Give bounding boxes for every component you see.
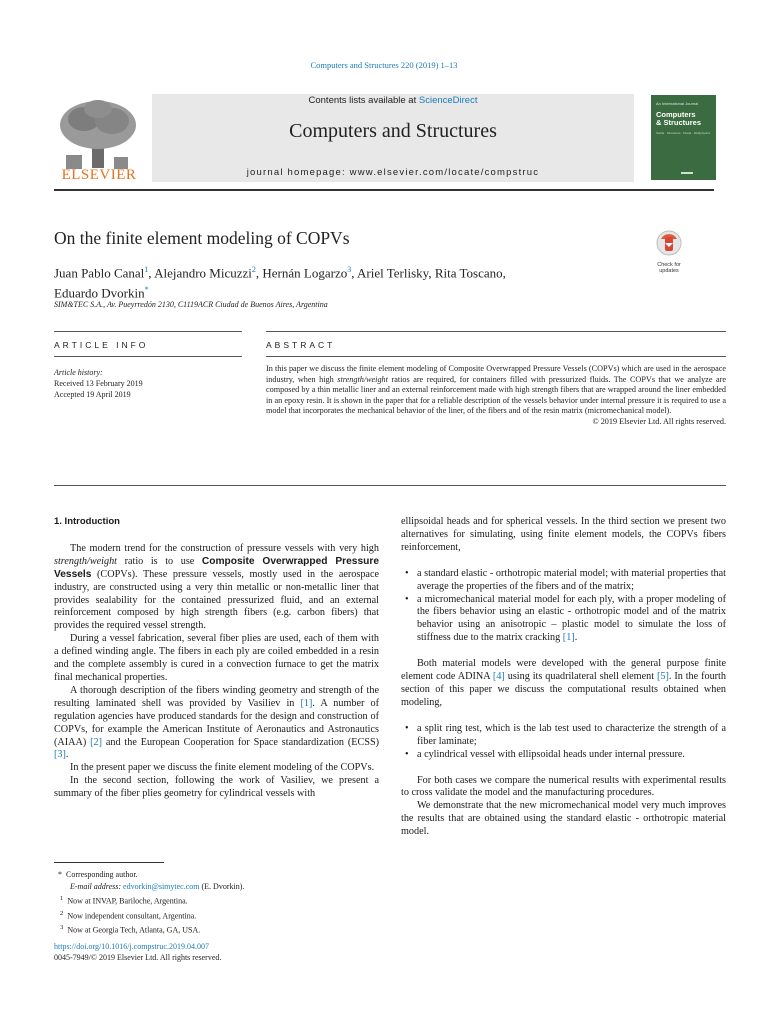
list-item: • a cylindrical vessel with ellipsoidal heads under internal pressure. [401, 749, 726, 762]
results-list [401, 723, 726, 762]
intro-paragraph-2: During a vessel fabrication, several fiber plies are used, each of them with a defined winding angle. The fibers in each ply are coiled embedded in a resin and the complete assembly is cured in a convection furnace to get the matrix final mechanical properties. [54, 633, 379, 683]
elsevier-wordmark: ELSEVIER [61, 167, 137, 183]
intro-paragraph-3 [54, 685, 379, 762]
article-title: On the finite element modeling of COPVs [54, 228, 350, 248]
abstract-rule-mid [266, 356, 726, 357]
p1-text-c: (COPVs). These pressure vessels, mostly used in the aerospace industry, are constructed using a very thin metallic or non-metallic liner that provides sealability for the contained pressurized fluid, and an external reinforcement composed by high strength fibers (e.g. carbon fibers) that provides the required vessel strength. [54, 568, 379, 632]
section-heading-introduction: 1. Introduction [54, 516, 120, 527]
right-paragraph-4: We demonstrate that the new micromechanical model very much improves the results that are obtained using the standard elastic - orthotropic material model. [401, 800, 726, 838]
footnote-corresponding: * Corresponding author. [54, 870, 138, 879]
ref-3-link[interactable]: [3] [54, 749, 66, 761]
author-6-mark[interactable]: * [144, 285, 149, 295]
list-item: • a split ring test, which is the lab test used to characterize the strength of a fiber laminate; [401, 723, 726, 749]
footnote-3-text: Now at Georgia Tech, Atlanta, GA, USA. [67, 925, 201, 935]
material-model-list [401, 568, 726, 645]
p1-bold-term: Composite Overwrapped Pressure Vessels [54, 555, 379, 580]
contents-prefix: Contents lists available at [308, 95, 419, 106]
cover-title-line2: & Structures [656, 118, 702, 127]
p3-text-a: A thorough description of the fibers winding geometry and strength of the resulting laminated shell was provided by Vasiliev in [54, 684, 379, 709]
issn-copyright: 0045-7949/© 2019 Elsevier Ltd. All rights reserved. [54, 953, 222, 962]
corresponding-text: Corresponding author. [66, 870, 138, 879]
author-1[interactable]: Juan Pablo Canal [54, 265, 145, 281]
footnote-1-text: Now at INVAP, Bariloche, Argentina. [67, 896, 188, 906]
author-1-mark[interactable]: 1 [144, 265, 149, 274]
b2-text-a: a micromechanical material model for each ply, with a proper modeling of the fibers behavior using an elastic - orthotropic model and of the matrix behavior using an anisotropic – plastic model to simulate the loss of stiffness due to the matrix cracking [417, 593, 726, 644]
email-label: E-mail address: [70, 882, 124, 891]
abstract-heading: ABSTRACT [266, 340, 336, 350]
author-4[interactable]: Ariel Terlisky [357, 265, 429, 281]
abstract-body [266, 364, 726, 427]
footnote-2: $^2$ Now independent consultant, Argentina. [60, 909, 197, 921]
abstract-rule-bottom [54, 485, 726, 486]
cover-small-text: An International Journal [656, 101, 699, 106]
header-rule [54, 189, 714, 191]
footnotes [54, 869, 379, 937]
intro-paragraph-1 [54, 543, 379, 633]
accepted-date: Accepted 19 April 2019 [54, 390, 131, 399]
info-rule-mid [54, 356, 242, 357]
ref-5-link[interactable]: [5] [656, 671, 669, 683]
p2-text-a: Both material models were developed with the general purpose finite element code ADINA [401, 658, 726, 683]
p2-text-b: using its quadrilateral shell element [504, 671, 657, 683]
abstract-copyright: © 2019 Elsevier Ltd. All rights reserved. [592, 416, 726, 426]
journal-title: Computers and Structures [289, 120, 497, 142]
abstract-text-2: ratios are required, for containers filled with pressurized fluids. The COPVs that we analyze are composed by a thin metallic liner and an external reinforcement made with high strength fibers that are wrapped around the liner embedded in an epoxy resin. It is shown in the paper that for a reliable description of the vessels behavior under internal pressure it is required to use a model that incorporates the mechanical behavior of the liner, of the fibers and of the resin matrix (micromechanical model). [266, 374, 726, 415]
received-date: Received 13 February 2019 [54, 379, 143, 388]
b2-text-b: . [574, 632, 578, 644]
p3-text-b: . A number of regulation agencies have produced standards for the design and construction of COPVs, for example the American Institute of Aeronautics and Astronautics (AIAA) [54, 697, 379, 748]
journal-reference[interactable]: Computers and Structures 220 (2019) 1–13 [310, 60, 458, 70]
cover-bar [681, 172, 693, 174]
intro-paragraph-5: In the second section, following the work of Vasiliev, we present a summary of the fiber plies geometry for cylindrical vessels with [54, 775, 379, 800]
page-footer [54, 941, 221, 963]
abstract-emphasis: strength/weight [337, 374, 388, 384]
author-2[interactable]: Alejandro Micuzzi [154, 265, 252, 281]
footnote-3: $^3$ Now at Georgia Tech, Atlanta, GA, USA. [60, 924, 201, 935]
author-5[interactable]: Rita Toscano [434, 265, 503, 281]
p3-text-c: and the European Cooperation for Space standardization (ECSS) [102, 736, 379, 748]
intro-paragraph-4: In the present paper we discuss the finite element modeling of the COPVs. [70, 762, 375, 774]
ref-1b-link[interactable]: [1] [562, 632, 575, 644]
cover-title-line1: Computers [656, 110, 696, 119]
author-6[interactable]: Eduardo Dvorkin [54, 285, 145, 301]
p1-text-a: The modern trend for the construction of pressure vessels with very high [70, 542, 379, 554]
cover-subtitle: Solids · Structures · Fluids · Multiphysics [656, 131, 711, 135]
doi-link[interactable]: https://doi.org/10.1016/j.compstruc.2019.04.007 [54, 942, 209, 951]
p1-emphasis: strength/weight [54, 555, 118, 567]
check-for-updates-badge[interactable] [651, 229, 687, 274]
right-paragraph-3: For both cases we compare the numerical results with experimental results to cross validate the model and the manufacturing procedures. [401, 774, 726, 799]
sciencedirect-link[interactable]: ScienceDirect [418, 95, 478, 106]
footnote-email [54, 881, 379, 893]
info-rule-top [54, 331, 242, 332]
ref-4-link[interactable]: [4] [492, 671, 505, 683]
left-column [54, 516, 379, 801]
footnote-2-text: Now independent consultant, Argentina. [67, 911, 197, 921]
article-history [54, 367, 143, 400]
journal-cover-thumbnail[interactable] [651, 95, 716, 180]
contents-line [152, 95, 634, 106]
elsevier-logo[interactable] [54, 95, 144, 185]
footnote-1: $^1$ Now at INVAP, Bariloche, Argentina. [60, 895, 188, 906]
list-item: • a standard elastic - orthotropic material model; with material properties that average the properties of the fibers and of the matrix; [401, 568, 726, 594]
crossmark-icon [651, 229, 687, 257]
right-paragraph-1: ellipsoidal heads and for spherical vessels. In the third section we present two alternatives for simulating, using finite element models, the COPVs fibers reinforcement, [401, 516, 726, 553]
email-link[interactable]: edvorkin@simytec.com [123, 882, 200, 891]
email-suffix: (E. Dvorkin). [199, 882, 245, 891]
author-2-mark[interactable]: 2 [251, 265, 256, 274]
author-3-mark[interactable]: 3 [347, 265, 352, 274]
article-info-heading: ARTICLE INFO [54, 340, 149, 350]
p2-text-c: . In the fourth section of this paper we discuss the computational results obtained when modeling, [401, 671, 726, 708]
right-paragraph-2 [401, 658, 726, 710]
cover-title [656, 111, 701, 127]
journal-homepage[interactable]: journal homepage: www.elsevier.com/locate/compstruc [246, 167, 540, 178]
check-updates-label: Check for updates [657, 262, 681, 274]
p3-text-d: . [65, 749, 69, 761]
abstract-text-1: In this paper we discuss the finite element modeling of Composite Overwrapped Pressure Vessels (COPVs) which are used in the aerospace industry, when high [266, 364, 726, 384]
author-3[interactable]: Hernán Logarzo [262, 265, 348, 281]
affiliation: SIM&TEC S.A., Av. Pueyrredón 2130, C1119ACR Ciudad de Buenos Aires, Argentina [54, 300, 328, 309]
p1-text-b: ratio is to use [117, 555, 202, 567]
author-list: Juan Pablo Canal$^1$, Alejandro Micuzzi$^2$, Hernán Logarzo$^3$, Ariel Terlisky, Rita Toscano, Eduardo Dvorkin* [54, 265, 506, 301]
abstract-rule-top [266, 331, 726, 332]
list-item [401, 594, 726, 646]
ref-1-link[interactable]: [1] [300, 697, 313, 709]
footnote-rule [54, 862, 164, 863]
right-column [401, 516, 726, 839]
ref-2-link[interactable]: [2] [90, 736, 102, 748]
history-label: Article history: [54, 368, 103, 377]
